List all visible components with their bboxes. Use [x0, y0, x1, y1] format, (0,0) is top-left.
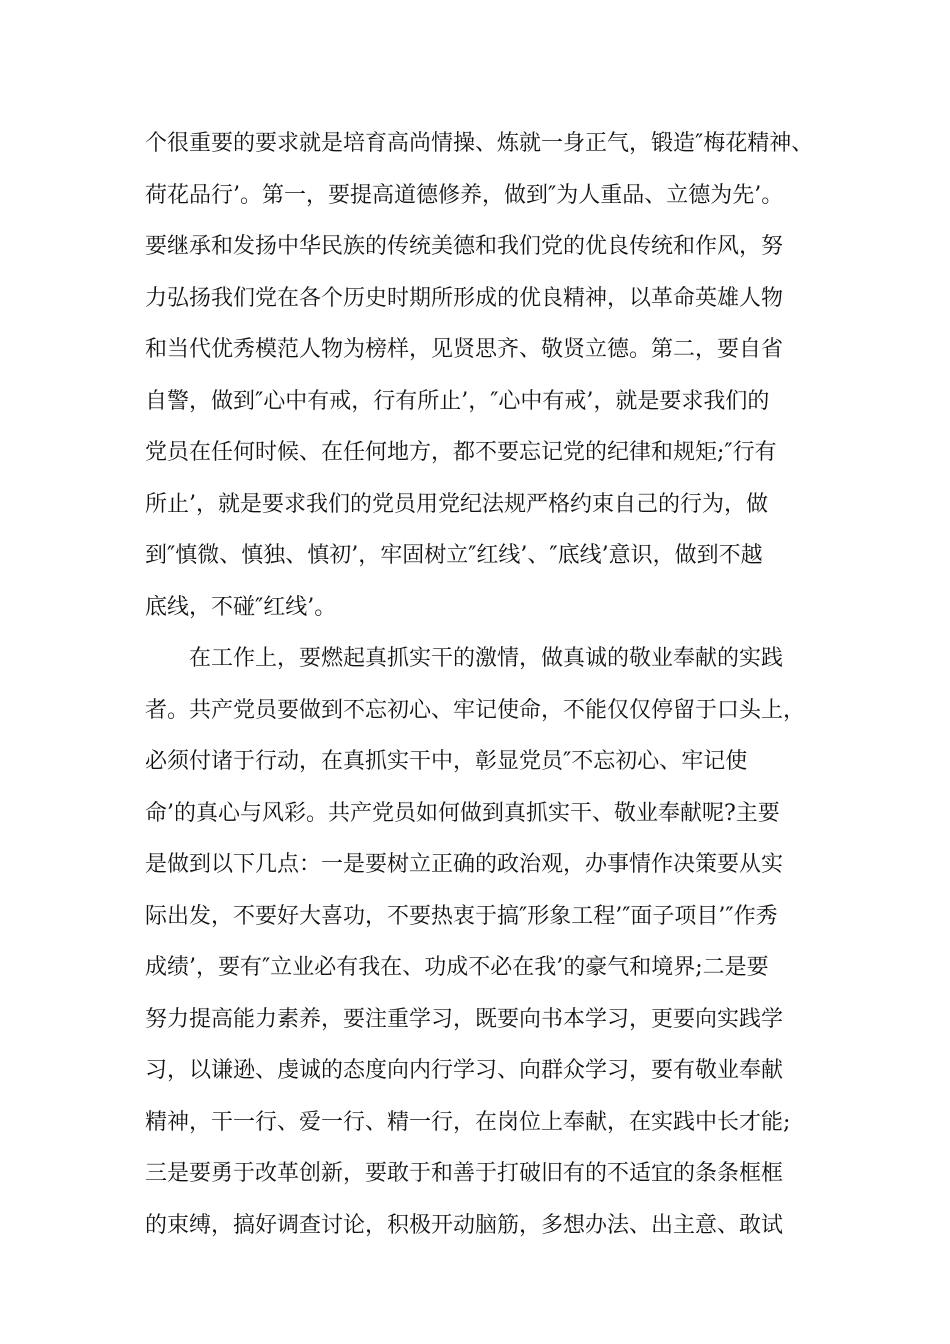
text-line: 精神，干一行、爱一行、精一行，在岗位上奉献，在实践中长才能; [145, 1109, 791, 1135]
text-line: 荷花品行’。第一，要提高道德修养，做到″为人重品、立德为先’。 [145, 182, 784, 208]
text-line: 习，以谦逊、虔诚的态度向内行学习、向群众学习，要有敬业奉献 [145, 1058, 784, 1083]
document-body-text [145, 118, 815, 1251]
paragraph-first-line: 在工作上，要燃起真抓实干的激情，做真诚的敬业奉献的实践 [189, 646, 784, 671]
text-line: 的束缚，搞好调查讨论，积极开动脑筋，多想办法、出主意、敢试 [145, 1212, 784, 1238]
text-line: 必须付诸于行动，在真抓实干中，彰显党员″不忘初心、牢记使 [145, 749, 748, 774]
text-line: 力弘扬我们党在各个历史时期所形成的优良精神，以革命英雄人物 [145, 285, 784, 311]
text-line: 三是要勇于改革创新，要敢于和善于打破旧有的不适宜的条条框框 [145, 1161, 784, 1186]
text-line: 努力提高能力素养，要注重学习，既要向书本学习，更要向实践学 [145, 1006, 784, 1032]
text-line: 成绩’，要有″立业必有我在、功成不必在我’的豪气和境界;二是要 [145, 955, 769, 980]
text-line: 党员在任何时候、在任何地方，都不要忘记党的纪律和规矩;″行有 [145, 440, 777, 465]
text-line: 底线，不碰″红线’。 [145, 594, 337, 620]
text-line: 个很重要的要求就是培育高尚情操、炼就一身正气，锻造″梅花精神、 [145, 131, 814, 156]
text-line: 到″慎微、慎独、慎初’，牢固树立″红线’、″底线’意识，做到不越 [145, 543, 763, 568]
text-line: 所止’，就是要求我们的党员用党纪法规严格约束自己的行为，做 [145, 491, 768, 517]
text-line: 自警，做到″心中有戒，行有所止’，″心中有戒’，就是要求我们的 [145, 388, 770, 414]
text-line: 命’的真心与风彩。共产党员如何做到真抓实干、敬业奉献呢?主要 [145, 800, 780, 826]
text-line: 和当代优秀模范人物为榜样，见贤思齐、敬贤立德。第二，要自省 [145, 337, 784, 362]
text-line: 是做到以下几点：一是要树立正确的政治观，办事情作决策要从实 [145, 852, 784, 877]
text-line: 者。共产党员要做到不忘初心、牢记使命，不能仅仅停留于口头上， [145, 697, 806, 723]
text-line: 际出发，不要好大喜功，不要热衷于搞″形象工程’″面子项目’″作秀 [145, 903, 778, 929]
text-line: 要继承和发扬中华民族的传统美德和我们党的优良传统和作风，努 [145, 234, 784, 259]
